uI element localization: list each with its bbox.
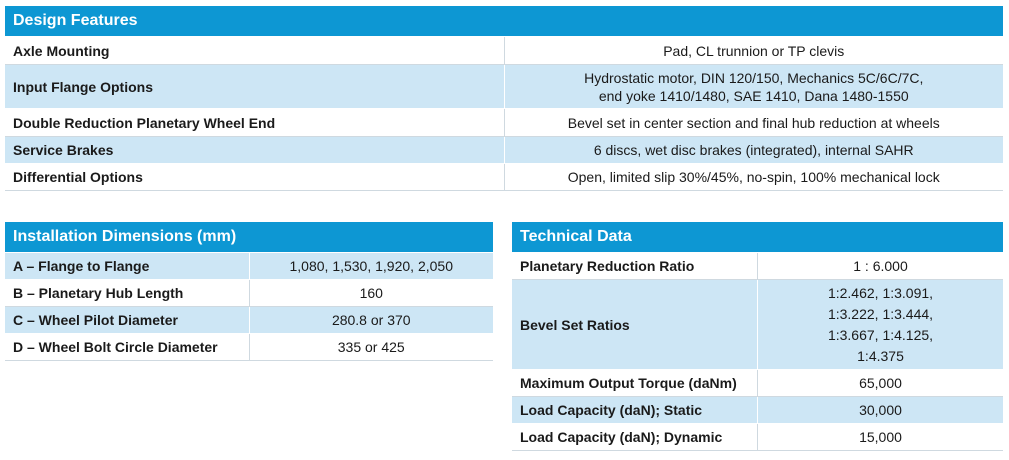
row-label: Load Capacity (daN); Dynamic xyxy=(512,424,758,451)
row-label: Maximum Output Torque (daNm) xyxy=(512,370,758,397)
installation-dimensions-table xyxy=(5,222,493,361)
table-row xyxy=(5,253,493,280)
row-label: A – Flange to Flange xyxy=(5,253,249,280)
table-row xyxy=(5,334,493,361)
row-value: 15,000 xyxy=(758,424,1004,451)
table-row xyxy=(5,307,493,334)
table-row xyxy=(512,424,1003,451)
row-label: Differential Options xyxy=(5,164,504,191)
row-value: 30,000 xyxy=(758,397,1004,424)
table-row xyxy=(512,253,1003,280)
row-label: B – Planetary Hub Length xyxy=(5,280,249,307)
row-label: C – Wheel Pilot Diameter xyxy=(5,307,249,334)
row-label: Bevel Set Ratios xyxy=(512,280,758,370)
row-value: Open, limited slip 30%/45%, no-spin, 100% mechanical lock xyxy=(504,164,1003,191)
row-value: Bevel set in center section and final hub reduction at wheels xyxy=(504,109,1003,137)
table-row xyxy=(5,280,493,307)
row-value: 6 discs, wet disc brakes (integrated), internal SAHR xyxy=(504,137,1003,164)
row-value: Pad, CL trunnion or TP clevis xyxy=(504,37,1003,65)
row-value: 1 : 6.000 xyxy=(758,253,1004,280)
row-value: 65,000 xyxy=(758,370,1004,397)
technical-data-header: Technical Data xyxy=(512,222,1003,253)
table-row xyxy=(512,370,1003,397)
row-label: D – Wheel Bolt Circle Diameter xyxy=(5,334,249,361)
table-row xyxy=(512,280,1003,370)
row-value: 1:2.462, 1:3.091, 1:3.222, 1:3.444, 1:3.667, 1:4.125, 1:4.375 xyxy=(758,280,1004,370)
row-value: 1,080, 1,530, 1,920, 2,050 xyxy=(249,253,493,280)
row-value: 280.8 or 370 xyxy=(249,307,493,334)
table-row xyxy=(5,37,1003,65)
technical-data-table xyxy=(512,222,1003,451)
table-row xyxy=(5,137,1003,164)
table-row xyxy=(5,109,1003,137)
design-features-header: Design Features xyxy=(5,6,1003,37)
row-label: Service Brakes xyxy=(5,137,504,164)
row-value: 160 xyxy=(249,280,493,307)
table-row xyxy=(5,65,1003,109)
row-value: 335 or 425 xyxy=(249,334,493,361)
table-row xyxy=(5,164,1003,191)
design-features-table xyxy=(5,6,1003,191)
installation-dimensions-header: Installation Dimensions (mm) xyxy=(5,222,493,253)
row-label: Load Capacity (daN); Static xyxy=(512,397,758,424)
row-label: Input Flange Options xyxy=(5,65,504,109)
row-label: Planetary Reduction Ratio xyxy=(512,253,758,280)
table-row xyxy=(512,397,1003,424)
row-label: Axle Mounting xyxy=(5,37,504,65)
row-label: Double Reduction Planetary Wheel End xyxy=(5,109,504,137)
row-value: Hydrostatic motor, DIN 120/150, Mechanics 5C/6C/7C, end yoke 1410/1480, SAE 1410, Dana 1480-1550 xyxy=(504,65,1003,109)
